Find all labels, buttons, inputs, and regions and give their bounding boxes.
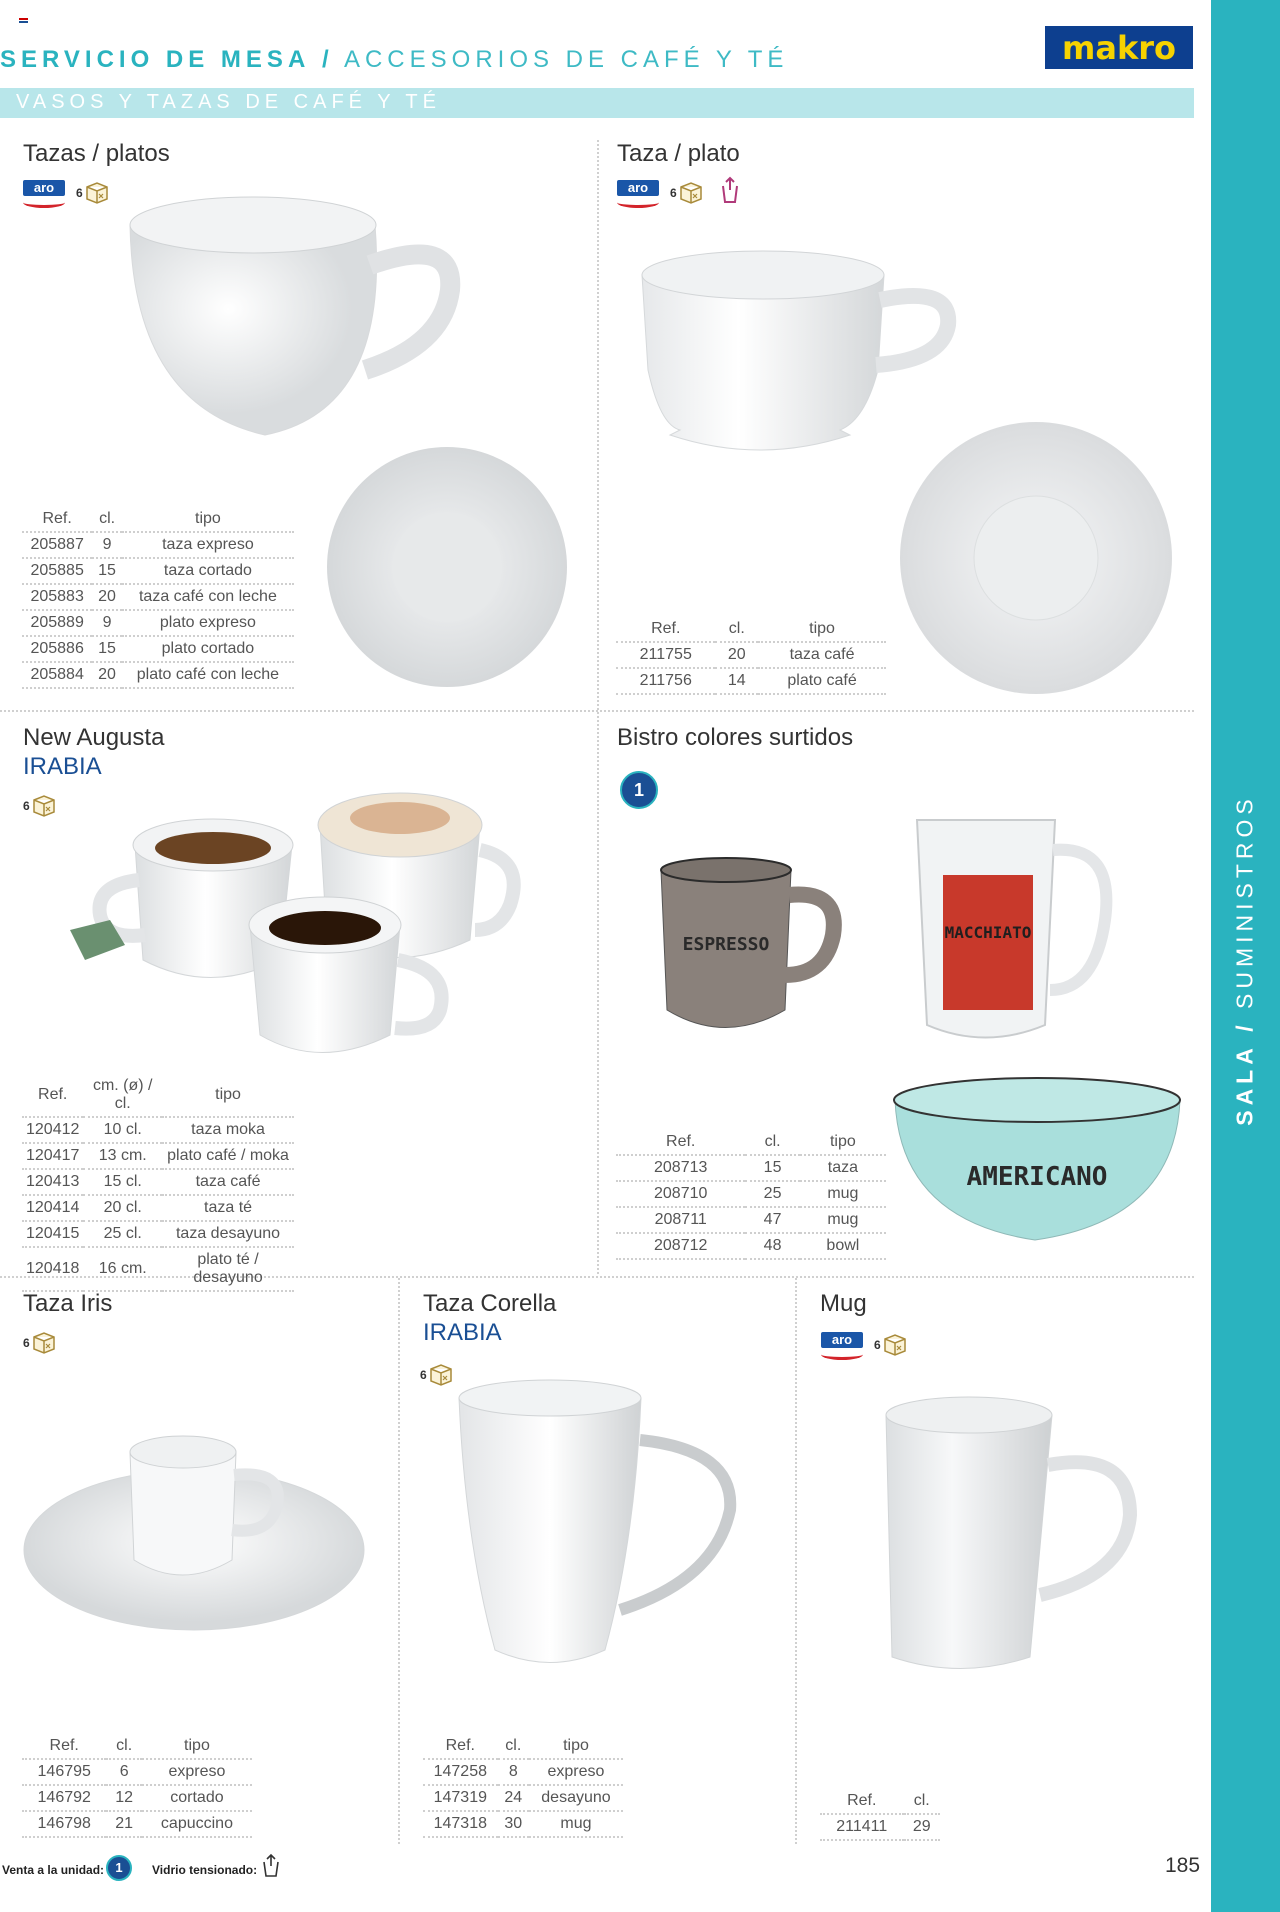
mug-image (880, 1395, 1140, 1685)
divider (398, 1278, 400, 1844)
table-row: 146798 21 capuccino (22, 1811, 252, 1837)
table-row: 120412 10 cl. taza moka (22, 1117, 294, 1143)
table-row: 120413 15 cl. taza café (22, 1169, 294, 1195)
table-row: 205886 15 plato cortado (22, 636, 294, 662)
product-title: Taza Iris (23, 1290, 113, 1317)
cup-image (125, 195, 465, 445)
table-row: 205883 20 taza café con leche (22, 584, 294, 610)
svg-text:MACCHIATO: MACCHIATO (944, 923, 1032, 942)
makro-logo: makro (1045, 26, 1193, 69)
table-row: 205887 9 taza expreso (22, 532, 294, 558)
aro-brand-icon: aro (821, 1332, 865, 1360)
table-row: 120415 25 cl. taza desayuno (22, 1221, 294, 1247)
svg-text:ESPRESSO: ESPRESSO (682, 934, 770, 955)
product-table: Ref. cl. tipo 147258 8 expreso 147319 24 desayuno 147318 30 mug (423, 1734, 623, 1838)
product-table: Ref. cl. tipo 146795 6 expreso 146792 12 cortado 146798 21 capuccino (22, 1734, 252, 1838)
product-table: Ref. cl. tipo 211755 20 taza café 211756 14 plato café (616, 617, 886, 695)
table-row: 205889 9 plato expreso (22, 610, 294, 636)
table-row: 147319 24 desayuno (423, 1785, 623, 1811)
subcategory-bar (0, 88, 1194, 118)
saucer-image (898, 420, 1178, 700)
table-row: 120417 13 cm. plato café / moka (22, 1143, 294, 1169)
table-row: 208712 48 bowl (616, 1233, 886, 1259)
iris-cup-image (22, 1430, 367, 1650)
product-table: Ref. cl. 211411 29 (820, 1789, 940, 1841)
augusta-cups-image (55, 770, 575, 1075)
tempered-glass-icon (718, 176, 742, 206)
divider (597, 140, 599, 710)
table-row: 146792 12 cortado (22, 1785, 252, 1811)
product-table: Ref. cm. (ø) / cl. tipo 120412 10 cl. taza moka 120417 13 cm. plato café / moka 120413 15 cl. taza café 120414 20 cl. taza té 120415 25 cl. taza desayuno 120418 16 cm. plato té / desayuno (22, 1074, 294, 1292)
unit-sale-icon: 1 (106, 1855, 132, 1881)
product-title: New Augusta (23, 724, 165, 751)
table-row: 211756 14 plato café (616, 668, 886, 694)
table-row: 205885 15 taza cortado (22, 558, 294, 584)
saucer-image (325, 445, 570, 690)
tempered-glass-legend: Vidrio tensionado: (152, 1863, 258, 1877)
tempered-glass-icon (260, 1853, 282, 1879)
table-row: 120418 16 cm. plato té / desayuno (22, 1247, 294, 1291)
unit-sale-legend: Venta a la unidad: (2, 1863, 105, 1877)
product-title: Bistro colores surtidos (617, 724, 854, 751)
product-table: Ref. cl. tipo 205887 9 taza expreso 205885 15 taza cortado 205883 20 taza café con leche 205889 9 plato expreso 205886 15 plato cortado 205884 20 plato café con leche (22, 507, 294, 689)
subcategory-title: VASOS Y TAZAS DE CAFÉ Y TÉ (16, 91, 441, 113)
table-row: 146795 6 expreso (22, 1759, 252, 1785)
divider (597, 712, 599, 1274)
flag-icon (19, 18, 28, 26)
page-number: 185 (1165, 1854, 1201, 1877)
aro-brand-icon: aro (23, 180, 67, 208)
table-row: 205884 20 plato café con leche (22, 662, 294, 688)
table-row: 211755 20 taza café (616, 642, 886, 668)
table-row: 147318 30 mug (423, 1811, 623, 1837)
divider (795, 1278, 797, 1844)
unit-sale-icon: 1 (620, 771, 658, 809)
section-title: SERVICIO DE MESA / ACCESORIOS DE CAFÉ Y TÉ (0, 46, 789, 73)
table-row: 208710 25 mug (616, 1181, 886, 1207)
brand-name: IRABIA (23, 753, 102, 780)
table-row: 147258 8 expreso (423, 1759, 623, 1785)
product-title: Mug (820, 1290, 867, 1317)
table-row: 208711 47 mug (616, 1207, 886, 1233)
table-row: 211411 29 (820, 1814, 940, 1840)
product-title: Taza Corella (423, 1290, 557, 1317)
sidebar-label: SALA / SUMINISTROS (1231, 794, 1258, 1126)
svg-text:AMERICANO: AMERICANO (966, 1162, 1108, 1192)
product-title: Tazas / platos (23, 140, 170, 167)
table-row: 208713 15 taza (616, 1155, 886, 1181)
brand-name: IRABIA (423, 1319, 502, 1346)
product-title: Taza / plato (617, 140, 740, 167)
table-row: 120414 20 cl. taza té (22, 1195, 294, 1221)
product-table: Ref. cl. tipo 208713 15 taza 208710 25 mug 208711 47 mug 208712 48 bowl (616, 1130, 886, 1260)
aro-brand-icon: aro (617, 180, 661, 208)
corella-mug-image (455, 1380, 740, 1680)
